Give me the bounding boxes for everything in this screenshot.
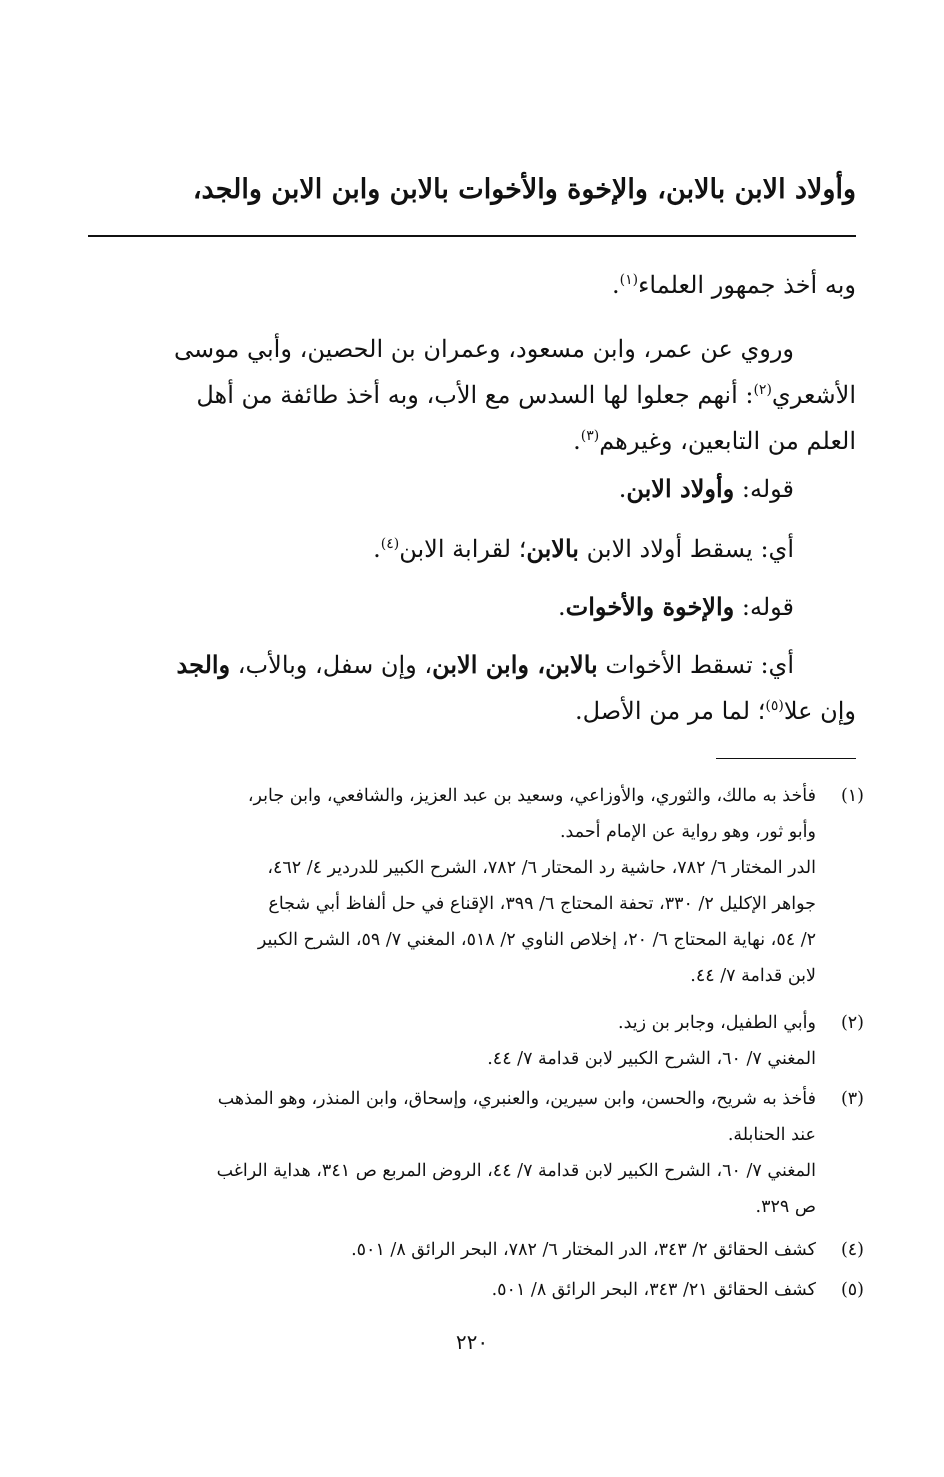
footnote-4 bbox=[74, 1232, 864, 1268]
text: ، وإن سفل، وبالأب، bbox=[230, 651, 433, 679]
text: . bbox=[373, 535, 381, 563]
text: وبه أخذ جمهور العلماء bbox=[638, 271, 856, 299]
line bbox=[86, 418, 856, 464]
quote-2 bbox=[86, 584, 856, 630]
text: قوله: bbox=[734, 593, 794, 621]
page-number: ٢٢٠ bbox=[455, 1330, 489, 1354]
footnote-ref: (٢) bbox=[753, 382, 772, 398]
footnote-line: ٢/ ٥٤، نهاية المحتاج ٦/ ٢٠، إخلاص الناوي ٢/ ٥١٨، المغني ٧/ ٥٩، الشرح الكبير bbox=[257, 930, 816, 950]
footnote-line: الدر المختار ٦/ ٧٨٢، حاشية رد المحتار ٦/ ٧٨٢، الشرح الكبير للدردير ٤/ ٤٦٢، bbox=[267, 858, 816, 878]
footnote-5 bbox=[74, 1272, 864, 1308]
footnote-line: فأخذ به مالك، والثوري، والأوزاعي، وسعيد بن عبد العزيز، والشافعي، وابن جابر، bbox=[247, 786, 816, 806]
footnote-line: جواهر الإكليل ٢/ ٣٣٠، تحفة المحتاج ٦/ ٣٩٩، الإقناع في حل ألفاظ أبي شجاع bbox=[268, 894, 816, 914]
footnote-line: لابن قدامة ٧/ ٤٤. bbox=[690, 966, 816, 986]
text: . bbox=[558, 593, 566, 621]
footnote-number: (٥) bbox=[840, 1280, 864, 1300]
paragraph-2 bbox=[86, 326, 856, 464]
footnote-3 bbox=[74, 1081, 864, 1225]
footnote-line: فأخذ به شريح، والحسن، وابن سيرين، والعنبري، وإسحاق، وابن المنذر، وهو المذهب bbox=[217, 1089, 816, 1109]
text: . bbox=[618, 475, 627, 503]
text: . bbox=[573, 427, 581, 455]
text: الأشعري bbox=[771, 381, 856, 409]
text: أي: تسقط الأخوات bbox=[597, 651, 794, 679]
footnote-2 bbox=[74, 1005, 864, 1077]
text: . bbox=[612, 271, 620, 299]
bold-text: بالابن bbox=[526, 534, 579, 563]
quote-1 bbox=[86, 466, 856, 512]
footnote-ref: (٣) bbox=[580, 428, 600, 444]
footnote-line: عند الحنابلة. bbox=[727, 1125, 816, 1145]
running-header: وأولاد الابن بالابن، والإخوة والأخوات بالابن وابن الابن والجد، bbox=[192, 174, 856, 205]
footnote-1 bbox=[74, 778, 864, 994]
text: أي: يسقط أولاد الابن bbox=[578, 535, 794, 563]
explanation-1 bbox=[86, 526, 856, 572]
bold-text: وأولاد الابن bbox=[626, 474, 735, 503]
bold-text: والجد bbox=[176, 650, 231, 679]
text: ؛ لقرابة الابن bbox=[399, 535, 527, 563]
footnote-line: ص ٣٢٩. bbox=[755, 1197, 816, 1217]
paragraph-1 bbox=[86, 262, 856, 308]
header-rule bbox=[88, 235, 856, 237]
footnote-number: (٣) bbox=[840, 1089, 864, 1109]
line bbox=[86, 326, 856, 372]
footnote-line: كشف الحقائق ٢١/ ٣٤٣، البحر الرائق ٨/ ٥٠١. bbox=[491, 1280, 816, 1300]
footnote-line: وأبي الطفيل، وجابر بن زيد. bbox=[618, 1013, 816, 1033]
text: : أنهم جعلوا لها السدس مع الأب، وبه أخذ طائفة من أهل bbox=[196, 381, 754, 409]
footnote-ref: (١) bbox=[619, 272, 639, 288]
text: وإن علا bbox=[783, 697, 856, 725]
text: وروي عن عمر، وابن مسعود، وعمران بن الحصين، وأبي موسى bbox=[174, 335, 794, 363]
bold-text: والإخوة والأخوات bbox=[565, 592, 735, 621]
explanation-2 bbox=[86, 642, 856, 734]
text: قوله: bbox=[734, 475, 794, 503]
footnote-number: (٤) bbox=[840, 1240, 864, 1260]
footnote-number: (١) bbox=[840, 786, 864, 806]
text: العلم من التابعين، وغيرهم bbox=[599, 427, 856, 455]
bold-text: بالابن، وابن الابن bbox=[432, 650, 598, 679]
footnote-line: المغني ٧/ ٦٠، الشرح الكبير لابن قدامة ٧/ ٤٤، الروض المربع ص ٣٤١، هداية الراغب bbox=[216, 1161, 816, 1181]
footnote-line: كشف الحقائق ٢/ ٣٤٣، الدر المختار ٦/ ٧٨٢، البحر الرائق ٨/ ٥٠١. bbox=[351, 1240, 816, 1260]
text: ؛ لما مر من الأصل. bbox=[574, 697, 766, 725]
footnote-ref: (٥) bbox=[765, 698, 784, 714]
footnote-ref: (٤) bbox=[380, 536, 400, 552]
line bbox=[86, 372, 856, 418]
footnote-rule bbox=[716, 758, 856, 759]
footnote-number: (٢) bbox=[840, 1013, 864, 1033]
footnote-line: وأبو ثور، وهو رواية عن الإمام أحمد. bbox=[559, 822, 816, 842]
footnote-line: المغني ٧/ ٦٠، الشرح الكبير لابن قدامة ٧/ ٤٤. bbox=[487, 1049, 816, 1069]
